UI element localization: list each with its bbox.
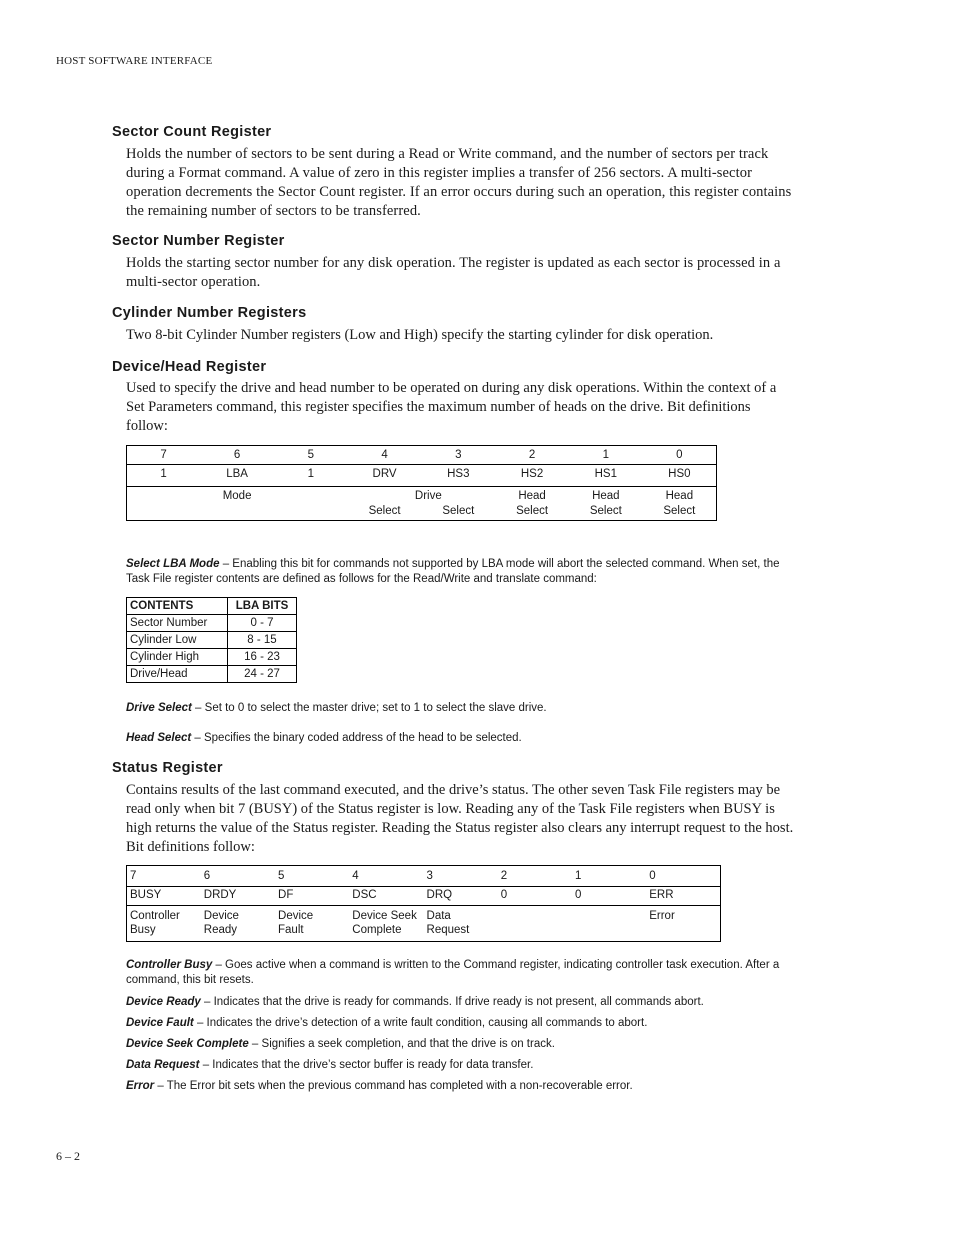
table-cell: DSC [349, 887, 423, 906]
table-cell: 0 [572, 887, 646, 906]
section-body-cylinder-number [126, 326, 804, 345]
section-body-sector-number [126, 254, 804, 292]
table-cell [495, 487, 569, 521]
table-cell [127, 906, 201, 942]
table-cell: 3 [426, 870, 433, 882]
table-cell: 0 [649, 870, 656, 882]
table-cell: 7 [130, 870, 137, 882]
cell-line: Head [518, 490, 546, 502]
status-note-data-request [126, 1058, 806, 1073]
cell-line: Device Seek [352, 910, 417, 922]
table-cell [569, 487, 643, 521]
cell-line: Select [368, 505, 401, 517]
cell-line: Fault [278, 924, 304, 936]
section-heading-device-head: Device/Head Register [112, 359, 267, 375]
note-text: – Signifies a seek completion, and that the drive is on track. [248, 1038, 555, 1050]
table-cell: DRV [348, 465, 422, 487]
note-term: Device Seek Complete [126, 1038, 249, 1050]
table-cell [127, 487, 201, 521]
note-text: – Indicates that the drive is ready for commands. If drive ready is not present, all commands abort. [200, 996, 704, 1008]
table-cell: HS2 [495, 465, 569, 487]
cell-line: Complete [352, 924, 402, 936]
note-text: – Set to 0 to select the master drive; set to 1 to select the slave drive. [191, 702, 547, 714]
note-text: – Indicates the drive’s detection of a write fault condition, causing all commands to abort. [193, 1017, 648, 1029]
table-cell [200, 487, 274, 521]
table-row [127, 615, 297, 632]
page-number: 6 – 2 [56, 1149, 80, 1163]
cell-line: Ready [203, 924, 238, 936]
note-term: Select LBA Mode [126, 558, 220, 570]
table-cell: 4 [352, 870, 359, 882]
table-cell: 0 [676, 449, 683, 461]
table-row-bit-numbers [127, 446, 717, 465]
status-note-device-ready [126, 995, 806, 1010]
table-cell: 2 [528, 449, 536, 461]
table-cell [274, 487, 348, 521]
cell-line: Mode [222, 490, 252, 502]
table-cell [275, 906, 349, 942]
cell-line: Drive [414, 490, 442, 502]
cell-line: Head [592, 490, 620, 502]
section-body-device-head [126, 379, 786, 436]
paragraph: Two 8-bit Cylinder Number registers (Low and High) specify the starting cylinder for disk operation. [126, 327, 714, 343]
table-cell: Drive/Head [127, 666, 228, 683]
table-cell: 5 [307, 449, 315, 461]
paragraph: Contains results of the last command executed, and the drive’s status. The other seven Task File registers may be read only when bit 7 (BUSY) of the Status register is low. Reading any of the Task File registers when BUSY is high returns the value of the Status register. Reading the Status register also clears any interrupt request to the host. Bit definitions follow: [126, 782, 794, 855]
lba-mapping-table [126, 597, 297, 683]
note-term: Head Select [126, 732, 192, 744]
paragraph: Holds the number of sectors to be sent during a Read or Write command, and the number of sectors per track during a Format command. A value of zero in this register implies a transfer of 256 sectors. A multi-sector operation decrements the Sector Count register. If an error occurs during such an operation, this register contains the remaining number of sectors to be transferred. [126, 146, 792, 219]
table-cell: DRDY [201, 887, 275, 906]
table-cell: 0 [498, 887, 572, 906]
table-cell: DRQ [424, 887, 498, 906]
lba-mode-note [126, 557, 796, 587]
status-bit-table [126, 865, 721, 942]
table-cell [498, 906, 572, 942]
status-note-device-seek-complete [126, 1037, 806, 1052]
section-body-status [126, 781, 804, 857]
note-term: Drive Select [126, 702, 192, 714]
table-row-bit-descriptions [127, 906, 721, 942]
table-cell: 8 - 15 [228, 632, 297, 649]
table-cell: Sector Number [127, 615, 228, 632]
section-body-sector-count [126, 145, 804, 221]
head-select-note [126, 731, 806, 746]
cell-line: Select [589, 505, 622, 517]
table-row [127, 649, 297, 666]
cell-line: Busy [130, 924, 156, 936]
table-cell [643, 487, 717, 521]
table-cell [572, 906, 646, 942]
table-cell: BUSY [127, 887, 201, 906]
table-cell: 1 [602, 449, 610, 461]
cell-line: Select [442, 505, 475, 517]
cell-line: Device [278, 910, 314, 922]
table-cell: Cylinder High [127, 649, 228, 666]
table-cell [646, 906, 720, 942]
table-row [127, 666, 297, 683]
device-head-bit-table [126, 445, 717, 521]
note-text: – Enabling this bit for commands not supported by LBA mode will abort the selected command. When set, the Task File register contents are defined as follows for the Read/Write and translate command: [126, 558, 780, 585]
cell-line: Select [663, 505, 696, 517]
note-term: Controller Busy [126, 959, 213, 971]
running-head: HOST SOFTWARE INTERFACE [56, 55, 213, 67]
table-row-bit-descriptions [127, 487, 717, 521]
table-row-bit-values [127, 465, 717, 487]
table-cell: 6 [203, 870, 211, 882]
column-header: CONTENTS [127, 598, 228, 615]
drive-select-note [126, 701, 806, 716]
cell-line: Device [203, 910, 239, 922]
note-term: Device Ready [126, 996, 201, 1008]
table-cell [424, 906, 498, 942]
table-cell: 16 - 23 [228, 649, 297, 666]
table-cell: 6 [233, 449, 241, 461]
table-cell [201, 906, 275, 942]
table-cell: 1 [274, 465, 348, 487]
status-note-device-fault [126, 1016, 806, 1031]
section-heading-status: Status Register [112, 760, 223, 776]
table-cell: 0 - 7 [228, 615, 297, 632]
note-term: Error [126, 1080, 155, 1092]
section-heading-cylinder-number: Cylinder Number Registers [112, 305, 307, 321]
cell-line: Controller [130, 910, 180, 922]
table-cell: 1 [575, 870, 582, 882]
status-note-controller-busy [126, 958, 786, 988]
note-text: – Goes active when a command is written to the Command register, indicating controller task execution. After a command, this bit resets. [126, 959, 780, 986]
note-term: Device Fault [126, 1017, 194, 1029]
table-cell: 4 [381, 449, 388, 461]
note-term: Data Request [126, 1059, 200, 1071]
note-text: – Specifies the binary coded address of the head to be selected. [191, 732, 522, 744]
table-row-bit-values [127, 887, 721, 906]
section-heading-sector-count: Sector Count Register [112, 124, 272, 140]
table-cell: ERR [646, 887, 720, 906]
status-note-error [126, 1079, 806, 1094]
note-text: – Indicates that the drive’s sector buffer is ready for data transfer. [199, 1059, 534, 1071]
note-text: – The Error bit sets when the previous command has completed with a non-recoverable error. [154, 1080, 633, 1092]
column-header: LBA BITS [228, 598, 297, 615]
table-cell: 7 [160, 449, 167, 461]
table-header-row [127, 598, 297, 615]
table-cell: 24 - 27 [228, 666, 297, 683]
paragraph: Holds the starting sector number for any disk operation. The register is updated as each sector is processed in a multi-sector operation. [126, 255, 781, 290]
table-cell: 5 [278, 870, 285, 882]
table-cell: HS0 [643, 465, 717, 487]
table-cell [414, 487, 495, 521]
table-cell [349, 906, 423, 942]
paragraph: Used to specify the drive and head number to be operated on during any disk operations. Within the context of a Set Parameters command, this register specifies the maximum number of heads on the drive. Bit definitions follow: [126, 380, 777, 434]
cell-line: Request [426, 924, 470, 936]
cell-line: Data [426, 910, 451, 922]
table-cell: 2 [500, 870, 508, 882]
table-row-bit-numbers [127, 866, 721, 887]
table-cell: Cylinder Low [127, 632, 228, 649]
table-cell: 3 [455, 449, 462, 461]
table-row [127, 632, 297, 649]
table-cell: DF [275, 887, 349, 906]
table-cell: HS1 [569, 465, 643, 487]
section-heading-sector-number: Sector Number Register [112, 233, 285, 249]
table-cell: 1 [127, 465, 201, 487]
cell-line: Head [665, 490, 694, 502]
cell-line: Error [649, 910, 675, 922]
table-cell: LBA [200, 465, 274, 487]
table-cell: HS3 [421, 465, 495, 487]
cell-line: Select [516, 505, 549, 517]
